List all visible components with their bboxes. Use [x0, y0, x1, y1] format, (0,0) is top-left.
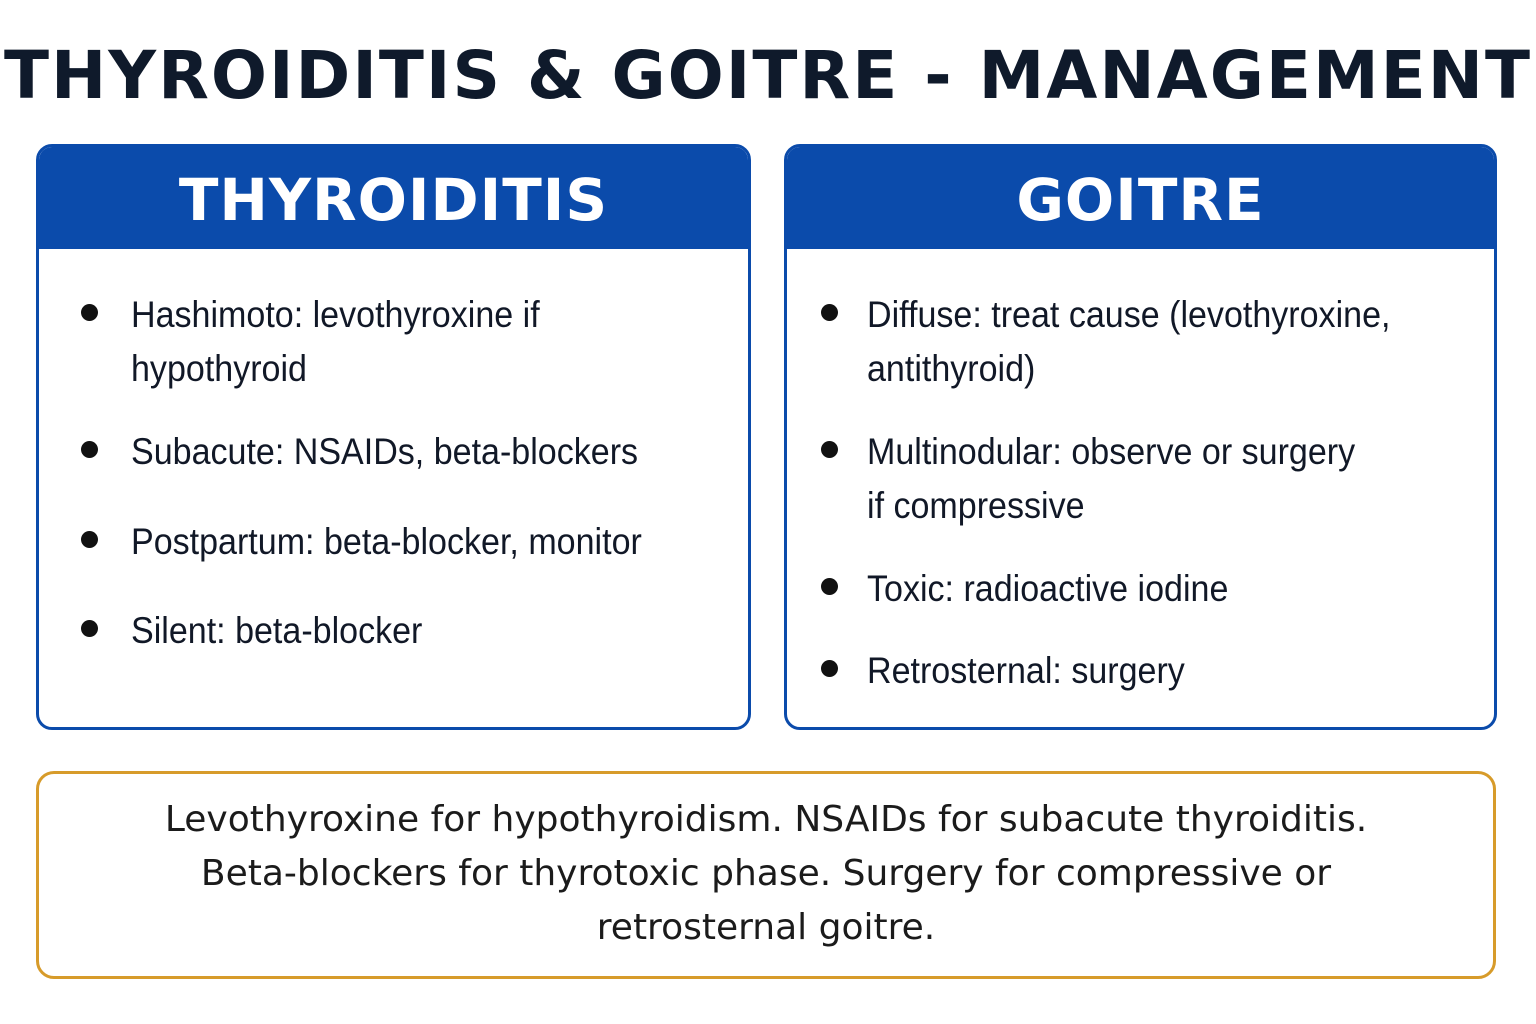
- thyroiditis-item-hashimoto-line1: Hashimoto: levothyroxine if: [131, 294, 540, 335]
- goitre-item-multinodular-line1: Multinodular: observe or surgery: [867, 431, 1356, 472]
- bullet-icon: [821, 660, 838, 677]
- goitre-item-diffuse: [867, 288, 1390, 396]
- goitre-item-multinodular: [867, 425, 1355, 533]
- thyroiditis-item-silent: [131, 604, 422, 658]
- goitre-item-diffuse-line1: Diffuse: treat cause (levothyroxine,: [867, 294, 1391, 335]
- goitre-item-toxic: [867, 562, 1228, 616]
- goitre-heading: GOITRE: [787, 147, 1494, 249]
- page-title: THYROIDITIS & GOITRE - MANAGEMENT: [4, 37, 1532, 114]
- thyroiditis-item-subacute: [131, 425, 638, 479]
- goitre-item-diffuse-line2: antithyroid): [867, 348, 1036, 389]
- goitre-item-multinodular-line2: if compressive: [867, 485, 1085, 526]
- bullet-icon: [81, 304, 98, 321]
- summary-box: [36, 771, 1496, 979]
- summary-text: Levothyroxine for hypothyroidism. NSAIDs for subacute thyroiditis. Beta-blockers for thyrotoxic phase. Surgery for compressive or retrosternal goitre.: [164, 799, 1368, 948]
- thyroiditis-item-subacute-line1: Subacute: NSAIDs, beta-blockers: [131, 431, 639, 472]
- bullet-icon: [81, 620, 98, 637]
- thyroiditis-item-silent-line1: Silent: beta-blocker: [131, 610, 423, 651]
- goitre-item-retrosternal-line1: Retrosternal: surgery: [867, 650, 1185, 691]
- thyroiditis-item-hashimoto-line2: hypothyroid: [131, 348, 307, 389]
- bullet-icon: [821, 441, 838, 458]
- goitre-item-toxic-line1: Toxic: radioactive iodine: [867, 568, 1229, 609]
- thyroiditis-item-postpartum: [131, 515, 642, 569]
- goitre-item-retrosternal: [867, 644, 1185, 698]
- bullet-icon: [821, 304, 838, 321]
- bullet-icon: [81, 531, 98, 548]
- thyroiditis-item-postpartum-line1: Postpartum: beta-blocker, monitor: [131, 521, 642, 562]
- bullet-icon: [81, 441, 98, 458]
- bullet-icon: [821, 578, 838, 595]
- thyroiditis-heading: THYROIDITIS: [39, 147, 748, 249]
- thyroiditis-item-hashimoto: [131, 288, 540, 396]
